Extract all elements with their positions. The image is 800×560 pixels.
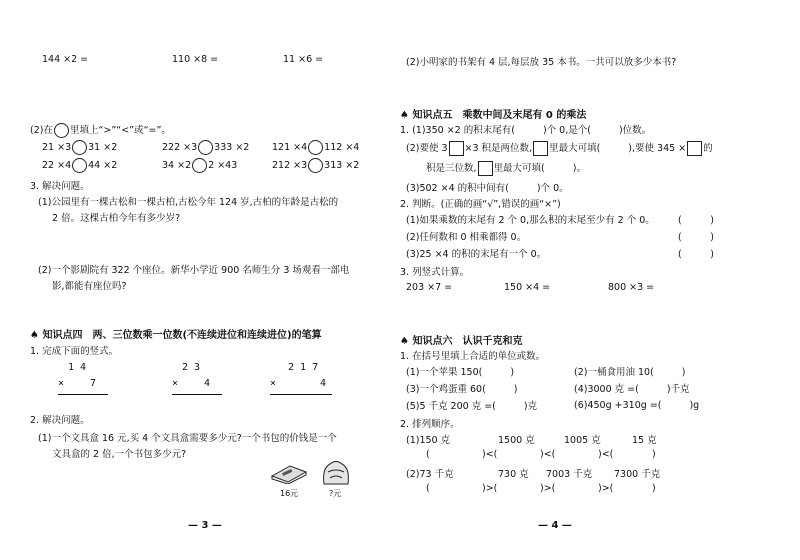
circle-icon [54,123,69,138]
calc-1: 144 ×2 = [42,54,89,65]
vertical-calc [172,360,222,400]
order-sign[interactable]: )>( [540,483,556,494]
answer-blank[interactable] [486,382,514,392]
text: )个 0,是个( [542,125,591,136]
answer-blank[interactable] [591,123,619,133]
text: (2)一桶食用油 10( [574,367,654,378]
compare-item [42,158,117,173]
order-sign[interactable]: ( [426,449,430,460]
calc-3: 11 ×6 = [283,54,324,65]
section-title-text: 知识点四 两、三位数乘一位数(不连续进位和连续进位)的笔算 [42,330,322,341]
circle-icon[interactable] [308,140,323,155]
fill-item [574,364,686,378]
judge-item: (1)如果乘数的末尾有 2 个 0,那么积的末尾至少有 2 个 0。 [406,215,655,226]
compare-title [30,122,171,138]
page-number: — 3 — [188,520,222,531]
order-item: 15 克 [632,435,657,446]
s5-q1-2 [406,140,713,156]
judge-paren[interactable]: ( ) [678,215,714,226]
spade-icon: ♠ [400,110,409,121]
multiplier: 4 [204,378,211,389]
answer-blank[interactable] [496,399,524,409]
compare-left: 121 ×4 [272,142,308,153]
text: (5)5 千克 200 克 =( [406,401,496,412]
text: 里最大可填( [549,143,601,154]
calc-item: 203 ×7 = [406,282,453,293]
square-box-icon[interactable] [478,161,493,176]
spade-icon: ♠ [30,330,39,341]
answer-blank[interactable] [600,141,628,151]
price-bag: ?元 [329,489,342,498]
schoolbag-icon [320,458,352,486]
s4-q2-1-text-cont: 文具盒的 2 倍,一个书包多少元? [52,449,187,460]
order-sign[interactable]: )>( [482,483,498,494]
s4-q2-1-text: (1)一个文具盒 16 元,买 4 个文具盒需要多少元?一个书包的价钱是一个 [38,433,337,444]
order-sign[interactable]: ) [652,449,656,460]
text: 里最大可填( [493,163,545,174]
times-icon: × [172,378,179,389]
right-page [400,0,800,560]
underline [58,394,108,395]
order-item: (2)73 千克 [406,469,454,480]
text: (3)502 ×4 的积中间有( [406,183,509,194]
compare-title-b: 里填上“>”“<”或“=”。 [69,125,171,136]
pencil-box-icon [270,462,308,484]
fill-item [406,381,518,395]
text: )个 0。 [536,183,569,194]
s5-q3: 3. 列竖式计算。 [400,267,470,278]
order-sign[interactable]: ( [426,483,430,494]
text: 积是三位数, [426,163,477,174]
text: (2)要使 3 [406,143,448,154]
order-sign[interactable]: )>( [598,483,614,494]
text: (6)450g +310g =( [574,400,662,411]
compare-right: 313 ×2 [324,160,360,171]
underline [172,394,222,395]
multiplicand: 1 4 [68,362,87,373]
text: )。 [572,163,586,174]
compare-right: 2 ×43 [208,160,238,171]
s4-q1: 1. 完成下面的竖式。 [30,346,119,357]
section-title-text: 知识点六 认识千克和克 [412,336,523,347]
answer-blank[interactable] [661,398,689,408]
compare-left: 22 ×4 [42,160,72,171]
judge-item: (3)25 ×4 的积的末尾有一个 0。 [406,249,547,260]
text: ) [510,367,515,378]
text: ×3 积是两位数, [464,143,533,154]
text: ) [681,367,686,378]
compare-left: 212 ×3 [272,160,308,171]
compare-item [272,158,359,173]
q2-text: (2)小明家的书架有 4 层,每层放 35 本书。一共可以放多少本书? [406,57,677,68]
answer-blank[interactable] [509,181,537,191]
text: (3)一个鸡蛋重 60( [406,384,486,395]
q3-title: 3. 解决问题。 [30,181,90,192]
compare-right: 31 ×2 [88,142,118,153]
compare-left: 34 ×2 [162,160,192,171]
order-item: 7003 千克 [546,469,593,480]
text: )千克 [666,384,690,395]
calc-item: 800 ×3 = [608,282,655,293]
compare-item [42,140,117,155]
spade-icon: ♠ [400,336,409,347]
judge-paren[interactable]: ( ) [678,232,714,243]
text: 1. (1)350 ×2 的积末尾有( [400,125,515,136]
judge-paren[interactable]: ( ) [678,249,714,260]
section-title [400,332,522,347]
s5-q1-2-cont [426,160,586,176]
answer-blank[interactable] [482,365,510,375]
order-sign[interactable]: ) [652,483,656,494]
vertical-calc [270,360,332,400]
order-sign[interactable]: )<( [540,449,556,460]
calc-item: 150 ×4 = [504,282,551,293]
compare-item [162,158,237,173]
compare-item [162,140,249,155]
multiplier: 7 [90,378,97,389]
multiplicand: 2 1 7 [288,362,319,373]
judge-item: (2)任何数和 0 相乘都得 0。 [406,232,527,243]
text: 的 [703,143,713,154]
q3-1-text: (1)公园里有一棵古松和一棵古柏,古松今年 124 岁,古柏的年龄是古松的 [38,197,339,208]
answer-blank[interactable] [545,161,573,171]
compare-item [272,140,359,155]
multiplicand: 2 3 [182,362,201,373]
vertical-calc [58,360,108,400]
text: )位数。 [618,125,652,136]
page-number: — 4 — [538,520,572,531]
section-title [400,106,586,121]
s6-q2: 2. 排列顺序。 [400,419,460,430]
times-icon: × [58,378,65,389]
compare-left: 222 ×3 [162,142,198,153]
answer-blank[interactable] [515,123,543,133]
multiplier: 4 [320,378,327,389]
order-item: (1)150 克 [406,435,451,446]
order-item: 730 克 [498,469,529,480]
compare-title-a: (2)在 [30,125,53,136]
circle-icon[interactable] [72,140,87,155]
circle-icon[interactable] [192,158,207,173]
order-item: 7300 千克 [614,469,661,480]
order-item: 1005 克 [564,435,601,446]
section-title [30,326,322,341]
fill-item [406,398,537,412]
answer-blank[interactable] [639,382,667,392]
text: (4)3000 克 =( [574,384,639,395]
compare-left: 21 ×3 [42,142,72,153]
underline [270,394,332,395]
s5-q1-1 [400,122,651,136]
calc-2: 110 ×8 = [172,54,219,65]
compare-right: 112 ×4 [324,142,360,153]
q3-1-text-cont: 2 倍。这棵古柏今年有多少岁? [52,213,181,224]
circle-icon[interactable] [72,158,87,173]
order-item: 1500 克 [498,435,535,446]
times-icon: × [270,378,277,389]
q3-2-text: (2)一个影剧院有 322 个座位。新华小学近 900 名师生分 3 场观看一部电 [38,265,350,276]
text: (1)一个苹果 150( [406,367,483,378]
s5-q2: 2. 判断。(正确的画“√”,错误的画“×”) [400,199,561,210]
fill-item [574,398,699,411]
s6-q1: 1. 在括号里填上合适的单位或数。 [400,351,546,362]
text: ) [513,384,518,395]
compare-right: 333 ×2 [214,142,250,153]
price-box: 16元 [280,489,299,498]
q3-2-text-cont: 影,都能有座位吗? [52,281,127,292]
circle-icon[interactable] [308,158,323,173]
answer-blank[interactable] [654,365,682,375]
order-sign[interactable]: )<( [598,449,614,460]
square-box-icon[interactable] [533,141,548,156]
text: )克 [523,401,538,412]
text: ),要使 345 × [628,143,687,154]
text: )g [689,400,700,411]
circle-icon[interactable] [198,140,213,155]
s5-q1-3 [406,180,569,194]
s4-q2: 2. 解决问题。 [30,415,90,426]
section-title-text: 知识点五 乘数中间及末尾有 0 的乘法 [412,110,587,121]
square-box-icon[interactable] [687,141,702,156]
fill-item [574,381,690,395]
compare-right: 44 ×2 [88,160,118,171]
square-box-icon[interactable] [449,141,464,156]
fill-item [406,364,514,378]
order-sign[interactable]: )<( [482,449,498,460]
